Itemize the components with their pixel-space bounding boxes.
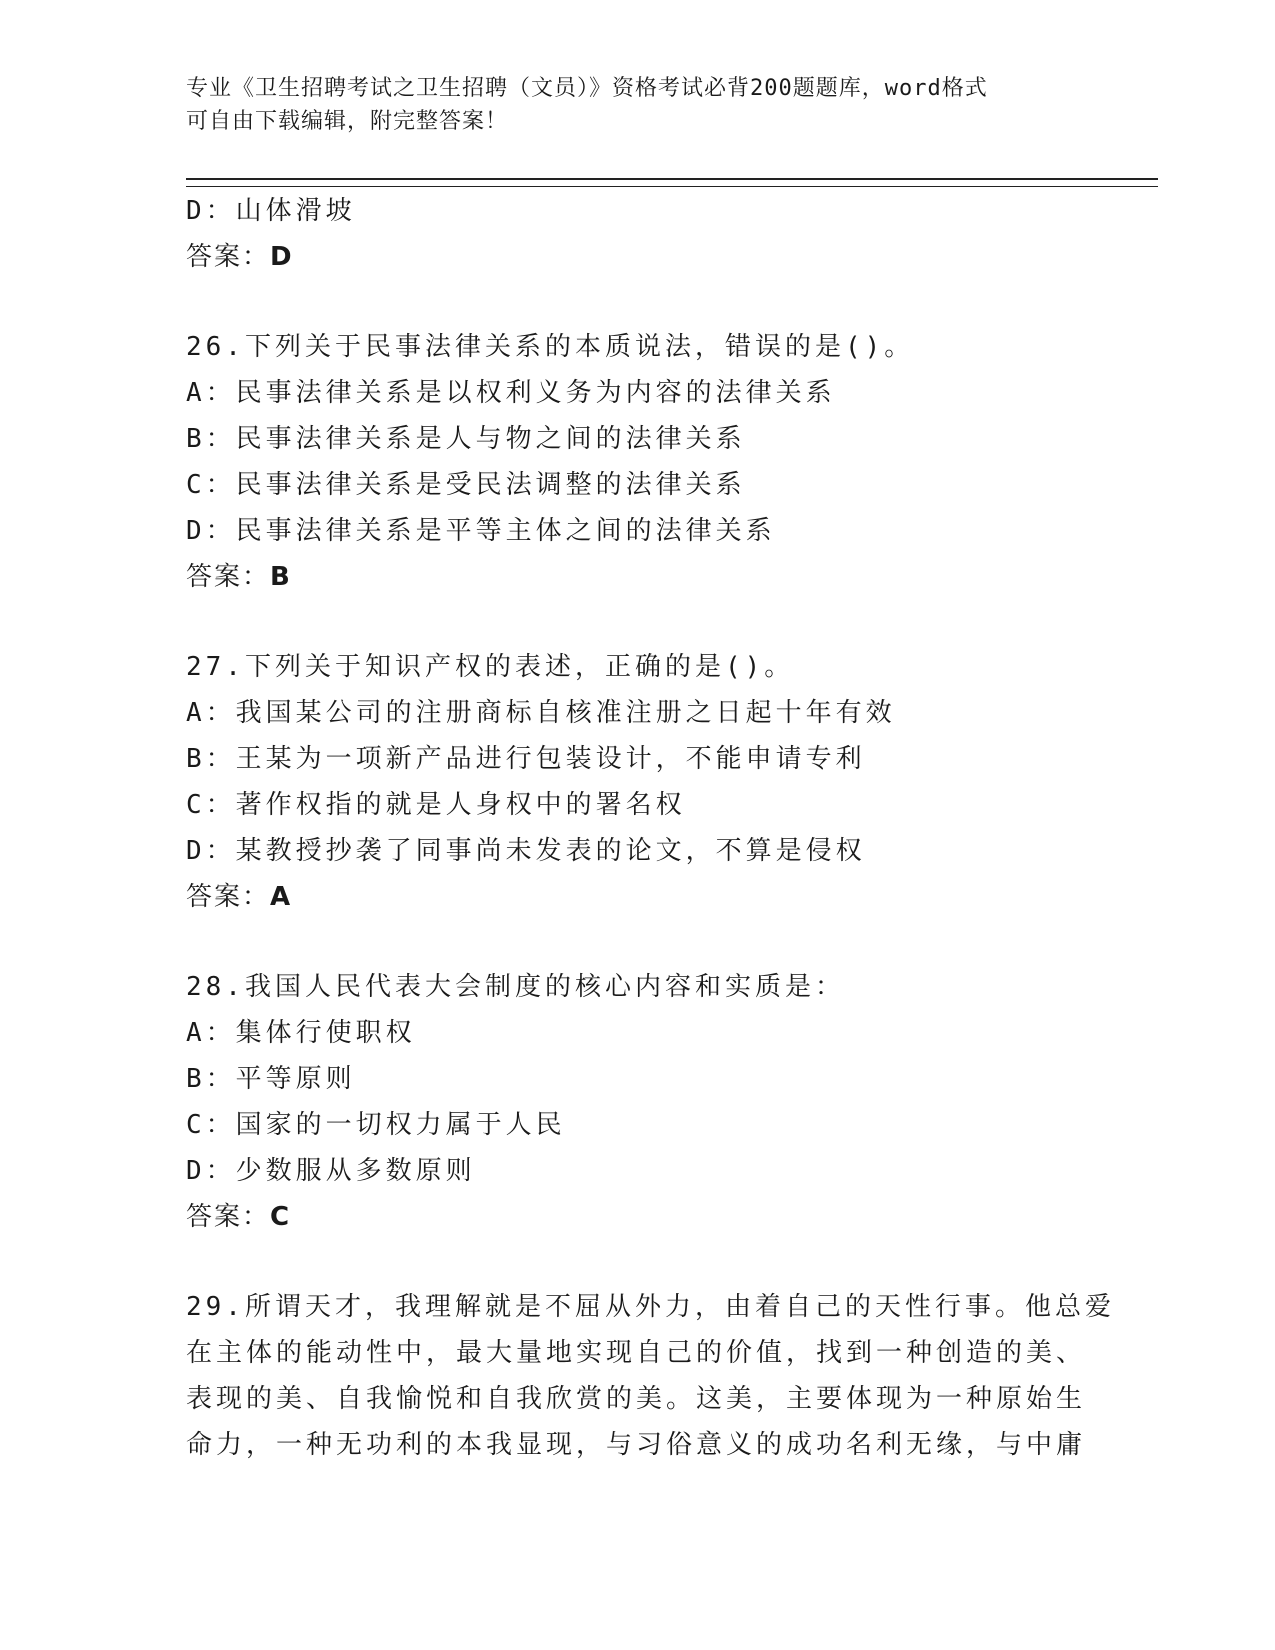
answer-label: 答案： (186, 562, 271, 592)
prev-option-d: D：山体滑坡 (186, 196, 356, 226)
answer-value: B (270, 562, 292, 592)
question-29-passage (186, 1284, 1115, 1468)
question-stem: 27.下列关于知识产权的表述，正确的是()。 (186, 652, 795, 682)
passage-line: 在主体的能动性中，最大量地实现自己的价值，找到一种创造的美、 (186, 1338, 1087, 1368)
passage-line: 命力，一种无功利的本我显现，与习俗意义的成功名利无缘，与中庸 (186, 1430, 1087, 1460)
option-d: D：少数服从多数原则 (186, 1156, 476, 1186)
spacer (186, 600, 1086, 644)
question-answer (186, 874, 1086, 920)
prev-answer (186, 234, 1086, 280)
header-title-line-2: 可自由下载编辑，附完整答案！ (186, 109, 509, 134)
question-stem: 28.我国人民代表大会制度的核心内容和实质是： (186, 972, 845, 1002)
question-answer (186, 1194, 1086, 1240)
option-c: C：著作权指的就是人身权中的署名权 (186, 790, 686, 820)
option-c: C：民事法律关系是受民法调整的法律关系 (186, 470, 746, 500)
passage-line: 表现的美、自我愉悦和自我欣赏的美。这美，主要体现为一种原始生 (186, 1384, 1087, 1414)
option-a: A：我国某公司的注册商标自核准注册之日起十年有效 (186, 698, 896, 728)
answer-value: A (270, 882, 293, 912)
option-d: D：某教授抄袭了同事尚未发表的论文，不算是侵权 (186, 836, 866, 866)
spacer (186, 920, 1086, 964)
spacer (186, 280, 1086, 324)
spacer (186, 1240, 1086, 1284)
answer-value: C (270, 1202, 292, 1232)
header-title-line-1: 专业《卫生招聘考试之卫生招聘（文员）》资格考试必背200题题库，word格式 (186, 76, 988, 101)
option-b: B：王某为一项新产品进行包装设计，不能申请专利 (186, 744, 866, 774)
question-stem: 26.下列关于民事法律关系的本质说法，错误的是()。 (186, 332, 915, 362)
option-b: B：平等原则 (186, 1064, 356, 1094)
option-c: C：国家的一切权力属于人民 (186, 1110, 566, 1140)
question-28 (186, 964, 1086, 1240)
answer-label: 答案： (186, 882, 271, 912)
question-26 (186, 324, 1086, 600)
question-content (186, 188, 1115, 1468)
option-a: A：民事法律关系是以权利义务为内容的法律关系 (186, 378, 836, 408)
option-d: D：民事法律关系是平等主体之间的法律关系 (186, 516, 776, 546)
passage-line: 29.所谓天才，我理解就是不屈从外力，由着自己的天性行事。他总爱 (186, 1292, 1115, 1322)
option-b: B：民事法律关系是人与物之间的法律关系 (186, 424, 746, 454)
answer-value: D (270, 242, 294, 272)
answer-label: 答案： (186, 242, 271, 272)
option-a: A：集体行使职权 (186, 1018, 416, 1048)
question-answer (186, 554, 1086, 600)
question-27 (186, 644, 1086, 920)
header-divider (186, 178, 1158, 187)
answer-label: 答案： (186, 1202, 271, 1232)
page-header (186, 72, 1086, 138)
